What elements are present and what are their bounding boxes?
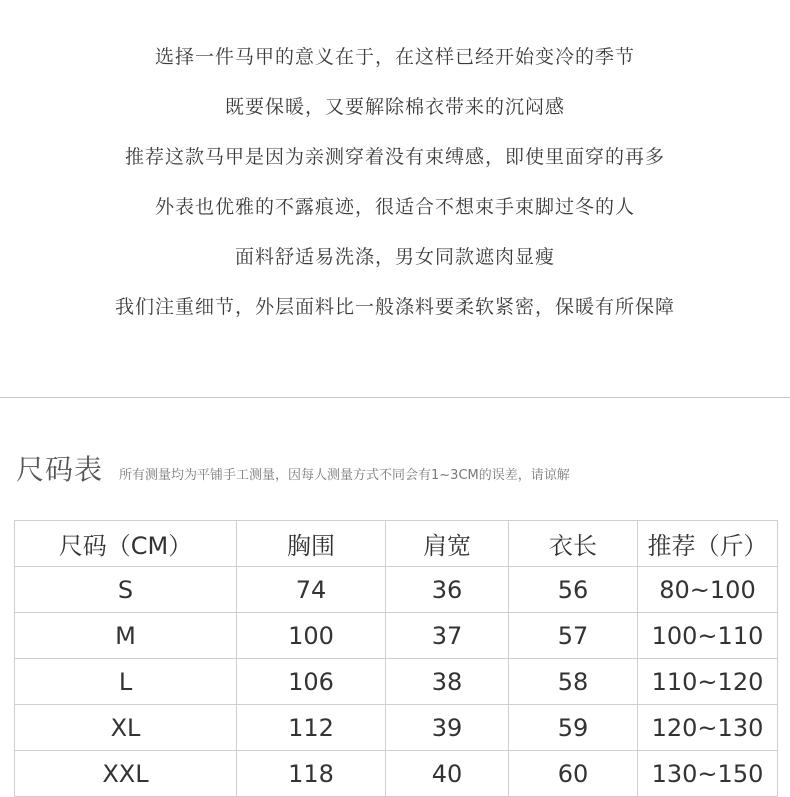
cell-chest: 100 [237, 613, 386, 659]
table-header-row [15, 521, 778, 567]
table-row [15, 659, 778, 705]
table-row [15, 751, 778, 797]
description-line: 我们注重细节，外层面料比一般涤料要柔软紧密，保暖有所保障 [114, 296, 675, 318]
cell-size: S [15, 567, 237, 613]
cell-chest: 106 [237, 659, 386, 705]
cell-weight: 130~150 [638, 751, 778, 797]
cell-shoulder: 40 [386, 751, 509, 797]
size-chart-table [14, 520, 778, 797]
cell-size: L [15, 659, 237, 705]
table-row [15, 705, 778, 751]
description-line: 既要保暖，又要解除棉衣带来的沉闷感 [224, 96, 565, 118]
description-line: 外表也优雅的不露痕迹，很适合不想束手束脚过冬的人 [154, 196, 635, 218]
cell-weight: 110~120 [638, 659, 778, 705]
cell-shoulder: 38 [386, 659, 509, 705]
cell-size: XL [15, 705, 237, 751]
header-size: 尺码（CM） [15, 521, 237, 567]
cell-shoulder: 37 [386, 613, 509, 659]
cell-length: 60 [509, 751, 638, 797]
cell-weight: 120~130 [638, 705, 778, 751]
description-line: 面料舒适易洗涤，男女同款遮肉显瘦 [234, 246, 555, 268]
cell-length: 57 [509, 613, 638, 659]
size-chart-note: 所有测量均为平铺手工测量，因每人测量方式不同会有1~3CM的误差，请谅解 [119, 468, 570, 483]
product-description [0, 32, 790, 332]
cell-weight: 80~100 [638, 567, 778, 613]
header-chest: 胸围 [237, 521, 386, 567]
description-line: 选择一件马甲的意义在于，在这样已经开始变冷的季节 [154, 46, 635, 68]
cell-chest: 112 [237, 705, 386, 751]
cell-chest: 74 [237, 567, 386, 613]
cell-shoulder: 39 [386, 705, 509, 751]
cell-size: M [15, 613, 237, 659]
table-row [15, 613, 778, 659]
cell-length: 59 [509, 705, 638, 751]
cell-chest: 118 [237, 751, 386, 797]
size-chart-header [16, 448, 570, 488]
table-row [15, 567, 778, 613]
cell-length: 58 [509, 659, 638, 705]
cell-weight: 100~110 [638, 613, 778, 659]
header-recommended-weight: 推荐（斤） [638, 521, 778, 567]
description-line: 推荐这款马甲是因为亲测穿着没有束缚感，即使里面穿的再多 [124, 146, 665, 168]
cell-size: XXL [15, 751, 237, 797]
header-length: 衣长 [509, 521, 638, 567]
cell-shoulder: 36 [386, 567, 509, 613]
header-shoulder: 肩宽 [386, 521, 509, 567]
cell-length: 56 [509, 567, 638, 613]
size-chart-title: 尺码表 [16, 453, 104, 486]
section-divider [0, 397, 790, 398]
